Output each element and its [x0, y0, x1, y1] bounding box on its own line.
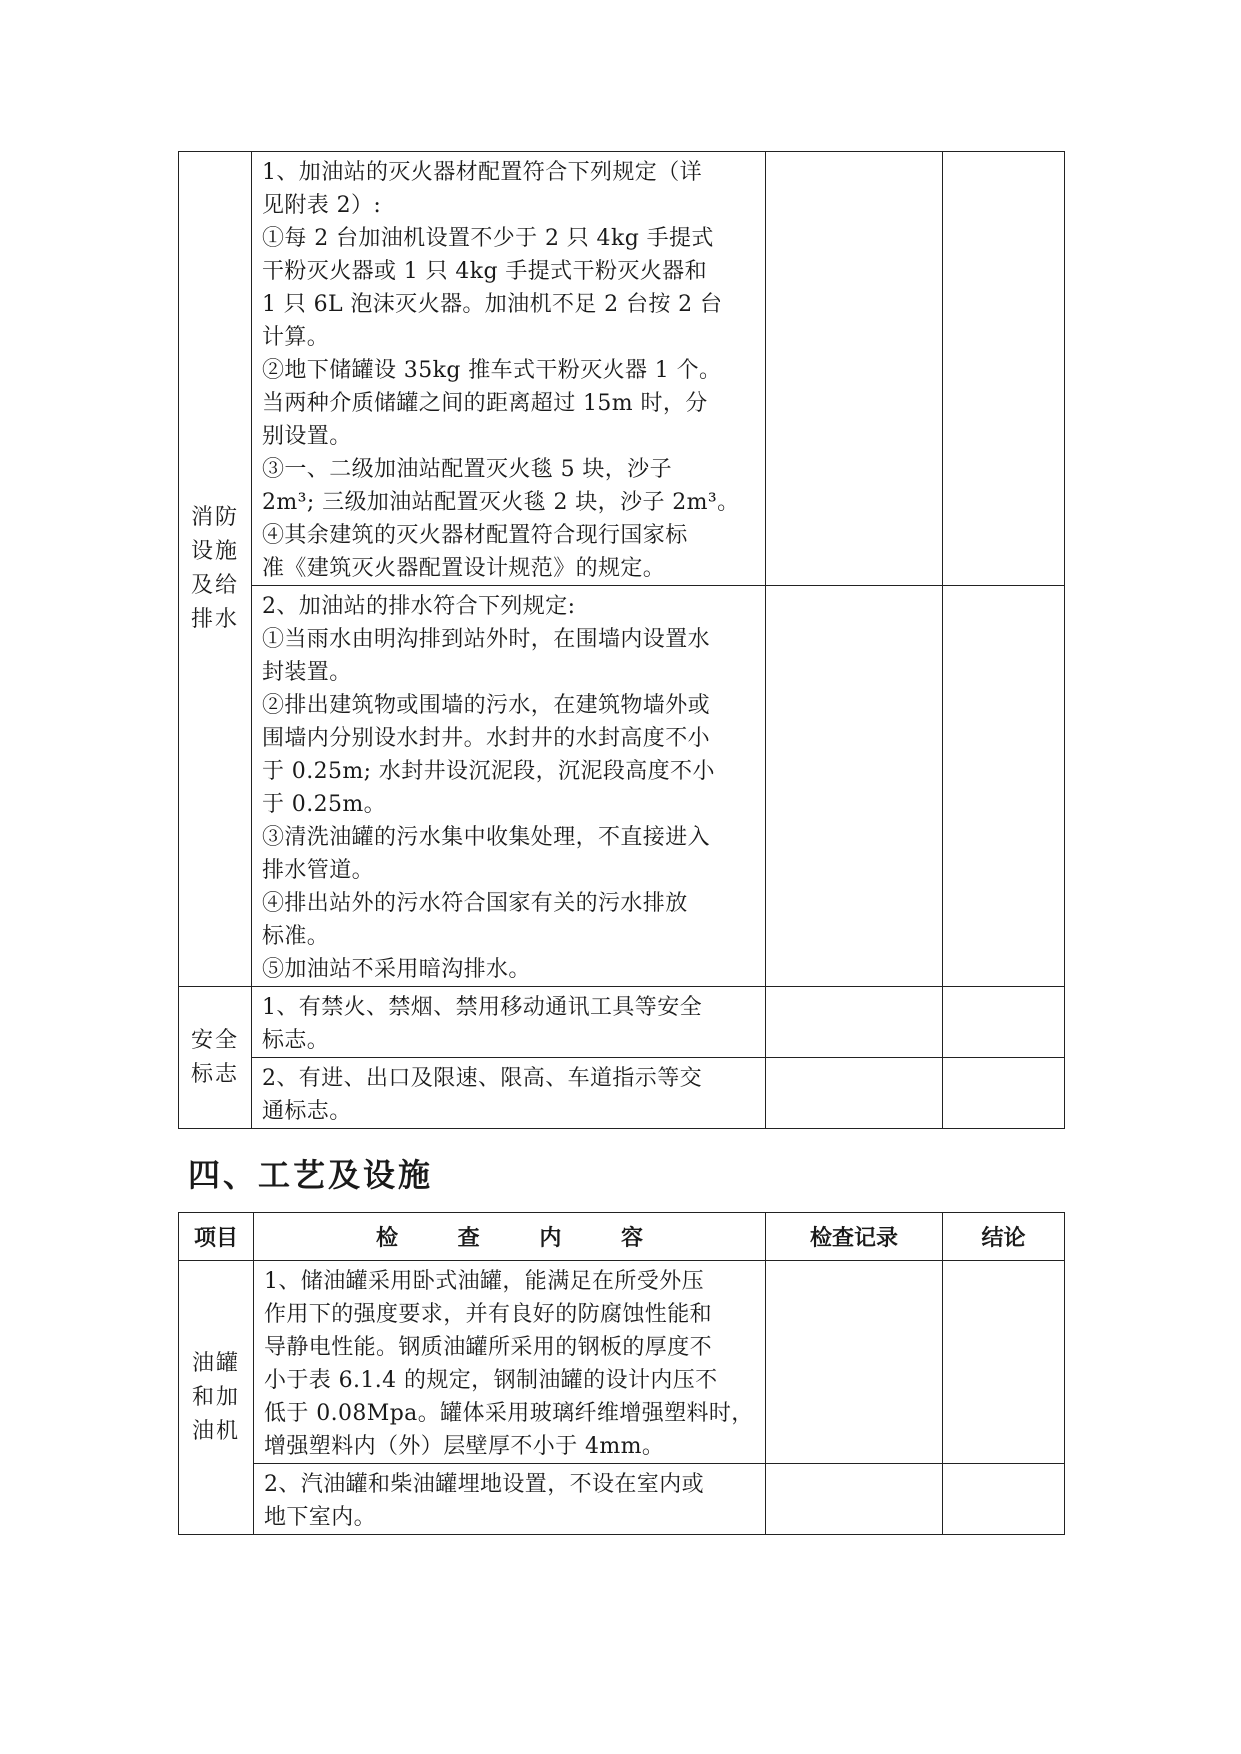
content-line: 准《建筑灭火器配置设计规范》的规定。	[262, 556, 666, 581]
content-line: 见附表 2）:	[262, 193, 382, 218]
category-label: 消防设施及给排水	[190, 505, 239, 632]
content-line: 于 0.25m; 水封井设沉泥段，沉泥段高度不小	[262, 759, 715, 784]
check-record-cell[interactable]	[766, 1058, 943, 1129]
content-line: 标志。	[262, 1028, 330, 1053]
header-record: 检查记录	[766, 1213, 943, 1261]
content-line: 排水管道。	[262, 858, 375, 883]
category-cell	[179, 1261, 254, 1535]
table-header-row	[179, 1213, 1065, 1261]
category-label: 油罐和加油机	[191, 1350, 240, 1444]
conclusion-cell[interactable]	[943, 1058, 1065, 1129]
content-line: 标准。	[262, 924, 330, 949]
content-line: 计算。	[262, 325, 330, 350]
content-line: 2m³; 三级加油站配置灭火毯 2 块，沙子 2m³。	[262, 490, 740, 515]
conclusion-cell[interactable]	[943, 987, 1065, 1058]
check-record-cell[interactable]	[766, 987, 943, 1058]
conclusion-cell[interactable]	[943, 1464, 1065, 1535]
table-row	[179, 152, 1065, 586]
content-line: 2、汽油罐和柴油罐埋地设置，不设在室内或	[264, 1472, 704, 1497]
table-row	[179, 987, 1065, 1058]
fire-safety-table	[178, 151, 1065, 1129]
content-line: 低于 0.08Mpa。罐体采用玻璃纤维增强塑料时，	[264, 1401, 754, 1426]
table-row	[179, 1464, 1065, 1535]
content-line: 当两种介质储罐之间的距离超过 15m 时，分	[262, 391, 708, 416]
check-content-cell	[252, 152, 766, 586]
check-record-cell[interactable]	[766, 1261, 943, 1464]
conclusion-cell[interactable]	[943, 586, 1065, 987]
check-content-cell	[252, 1058, 766, 1129]
content-line: 封装置。	[262, 660, 352, 685]
check-content-cell	[252, 586, 766, 987]
content-line: 1 只 6L 泡沫灭火器。加油机不足 2 台按 2 台	[262, 292, 723, 317]
category-cell	[179, 152, 252, 987]
content-line: ③一、二级加油站配置灭火毯 5 块，沙子	[262, 457, 672, 482]
check-content-cell	[254, 1261, 766, 1464]
section-heading: 四、工艺及设施	[188, 1156, 434, 1194]
content-line: 于 0.25m。	[262, 792, 387, 817]
content-line: ③清洗油罐的污水集中收集处理，不直接进入	[262, 825, 711, 850]
content-line: ④排出站外的污水符合国家有关的污水排放	[262, 891, 688, 916]
content-line: 别设置。	[262, 424, 352, 449]
content-line: ②地下储罐设 35kg 推车式干粉灭火器 1 个。	[262, 358, 722, 383]
check-record-cell[interactable]	[766, 586, 943, 987]
content-line: 1、有禁火、禁烟、禁用移动通讯工具等安全	[262, 995, 702, 1020]
table-row	[179, 1058, 1065, 1129]
content-line: 1、储油罐采用卧式油罐，能满足在所受外压	[264, 1269, 704, 1294]
conclusion-cell[interactable]	[943, 1261, 1065, 1464]
conclusion-cell[interactable]	[943, 152, 1065, 586]
content-line: 作用下的强度要求，并有良好的防腐蚀性能和	[264, 1302, 713, 1327]
process-facility-table	[178, 1212, 1065, 1535]
content-line: 地下室内。	[264, 1505, 377, 1530]
check-record-cell[interactable]	[766, 1464, 943, 1535]
content-line: 干粉灭火器或 1 只 4kg 手提式干粉灭火器和	[262, 259, 707, 284]
table-row	[179, 1261, 1065, 1464]
content-line: 2、有进、出口及限速、限高、车道指示等交	[262, 1066, 702, 1091]
content-line: ⑤加油站不采用暗沟排水。	[262, 957, 531, 982]
content-line: 小于表 6.1.4 的规定，钢制油罐的设计内压不	[264, 1368, 718, 1393]
header-content: 检 查 内 容	[376, 1226, 669, 1251]
content-line: 围墙内分别设水封井。水封井的水封高度不小	[262, 726, 711, 751]
check-content-cell	[254, 1464, 766, 1535]
content-line: ①当雨水由明沟排到站外时，在围墙内设置水	[262, 627, 711, 652]
category-cell	[179, 987, 252, 1129]
check-record-cell[interactable]	[766, 152, 943, 586]
content-line: ②排出建筑物或围墙的污水，在建筑物墙外或	[262, 693, 711, 718]
category-label: 安全标志	[190, 1027, 239, 1087]
content-line: 1、加油站的灭火器材配置符合下列规定（详	[262, 160, 702, 185]
content-line: 2、加油站的排水符合下列规定:	[262, 594, 576, 619]
header-conclusion: 结论	[943, 1213, 1065, 1261]
header-item: 项目	[179, 1213, 254, 1261]
content-line: 导静电性能。钢质油罐所采用的钢板的厚度不	[264, 1335, 713, 1360]
content-line: 增强塑料内（外）层壁厚不小于 4mm。	[264, 1434, 665, 1459]
content-line: ④其余建筑的灭火器材配置符合现行国家标	[262, 523, 688, 548]
content-line: ①每 2 台加油机设置不少于 2 只 4kg 手提式	[262, 226, 714, 251]
check-content-cell	[252, 987, 766, 1058]
content-line: 通标志。	[262, 1099, 352, 1124]
table-row	[179, 586, 1065, 987]
